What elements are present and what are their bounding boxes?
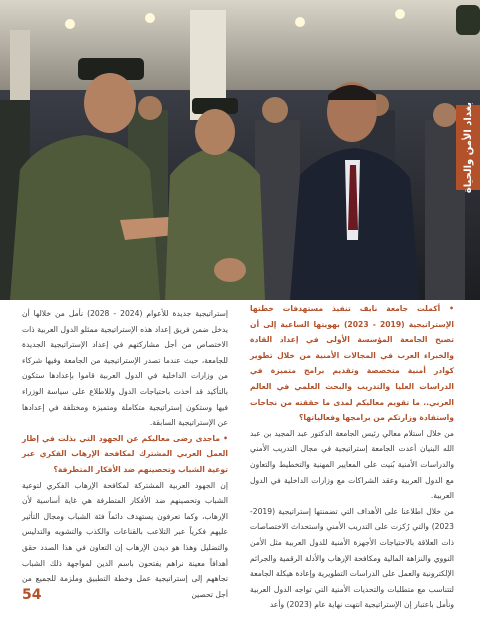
answer-1-continuation: إستراتيجية جديدة للأعوام (2024 - 2028) نأمل من خلالها أن يدخل ضمن فريق إعداد هذه الإستراتيجية ممثلو الدول العربية ذات الاختصاص من أجل مشاركتهم في إعداد الإستراتيجية الجديدة للجامعة، حيث عندما تصدر الإستراتيجية من الجامعة وفيها شركاء من وزارات الداخلية في الدول العربية قاموا بإعدادها ستكون بالتأكيد قد أخذت باحتياجات الدول وللاطلاع على سياسة الوزراء فيها وستكون إستراتيجية متكاملة ومتميزة ومختلفة في إعدادها عن الإستراتيجية السابقة. bbox=[22, 309, 228, 428]
page-number: 54 bbox=[22, 587, 42, 603]
answer-2-paragraph: إن الجهود العربية المشتركة لمكافحة الإرهاب الفكري لتوعية الشباب وتحصينهم ضد الأفكار المتطرفة هي غاية أساسية لأن الإرهاب، وكما تعرفون يستهدف دائماً فئة الشباب ومجال التأثير عليهم فكرياً عبر التلاعب بالقناعات والكذب والتشويه والتدليس والتضليل وهذا هو ديدن الإرهاب إن التعاون في هذا الصدد حقق أهدافاً معينة نراهم يفتحون باسم الدين لمواجهة ذلك الشباب تجاههم إلى إستراتيجية عمل وخطة التطبيق وملزمة للجميع من أجل تحصين bbox=[22, 480, 228, 599]
answer-1-paragraph-2: من خلال اطلاعنا على الأهداف التي تضمنتها إستراتيجية (2019-2023) والتي رُكزت على التدريب الأمني واستحداث الاختصاصات ذات العلاقة بالاحتياجات الأجهزة الأمنية للدول العربية مثل الأمن النووي والنزاهة المالية ومكافحة الإرهاب والأدلة الرقمية والجرائم الإلكترونية والعمل على الدراسات التطويرية وإعادة هيكلة الجامعة لتتناسب مع متطلبات والتحديات الأمنية التي تواجه الدول العربية ونأمل باعتبار إن الإستراتيجية انتهت نهاية عام (2023) وأعد bbox=[250, 506, 454, 610]
answer-1-paragraph-1: من خلال استلام معالي رئيس الجامعة الدكتور عبد المجيد بن عبد الله البنيان أعدت الجامعة إستراتيجية في مجال التدريب الأمني والدراسات الأمنية بُنيت على المعايير المهنية والتخطيط والتعاون مع الدول العربية وعقد الشراكات مع وزارات الداخلية في الدول العربية. bbox=[250, 428, 454, 501]
right-text-column bbox=[250, 301, 454, 613]
left-text-column bbox=[22, 306, 228, 602]
section-tab-label: بغداد الأمن والحياة bbox=[462, 101, 474, 194]
meeting-photo-icon bbox=[0, 0, 480, 300]
section-tab bbox=[456, 101, 480, 194]
question-2: • ماجدى رضى معاليكم عن الجهود التي بذلت في إطار العمل العربي المشترك لمكافحة الإرهاب الفكري عبر توعية الشباب وتحصينهم ضد الأفكار المتطرفة؟ bbox=[22, 433, 228, 474]
question-1: • أكملت جامعة نايف تنفيذ مستهدفات خطتها الإستراتيجية (2019 - 2023) بهويتها الساعية إلى أن تصبح الجامعة المؤسسة الأولى في إعداد القادة والخبراء العرب في المجالات الأمنية من خلال تطوير كوادر أمنية متخصصة وتقديم برامج متميزة في الدراسات العليا والتدريب والبحث العلمي في العالم العربي.. ما تقويم معاليكم لمدى ما حققته من نجاحات واستفادة وزارتكم من برامجها وفعالياتها؟ bbox=[250, 304, 454, 423]
meeting-photo bbox=[0, 0, 480, 300]
